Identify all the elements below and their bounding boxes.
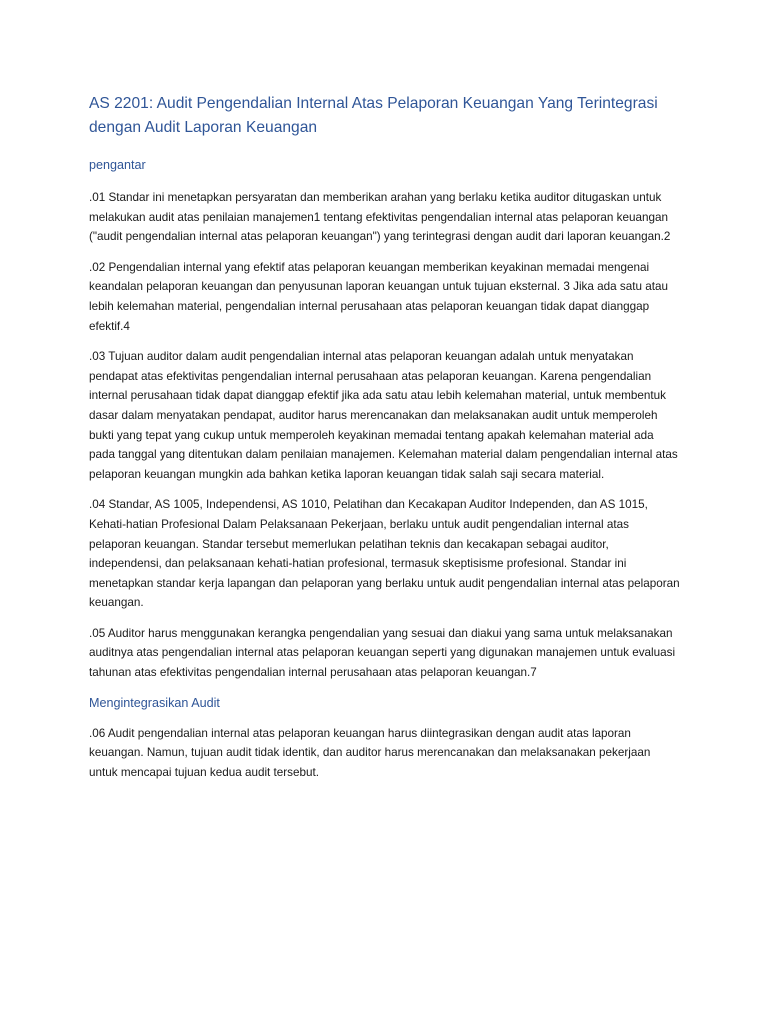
paragraph-04: .04 Standar, AS 1005, Independensi, AS 1010, Pelatihan dan Kecakapan Auditor Independen, dan AS 1015, Kehati-hatian Profesional Dalam Pelaksanaan Pekerjaan, berlaku untuk audit pengendalian internal atas pelaporan keuangan. Standar tersebut memerlukan pelatihan teknis dan kecakapan sebagai auditor, independensi, dan pelaksanaan kehati-hatian profesional, termasuk skeptisisme profesional. Standar ini menetapkan standar kerja lapangan dan pelaporan yang berlaku untuk audit pengendalian internal atas pelaporan keuangan. bbox=[89, 498, 680, 610]
paragraph-05: .05 Auditor harus menggunakan kerangka pengendalian yang sesuai dan diakui yang sama untuk melaksanakan auditnya atas pengendalian internal atas pelaporan keuangan seperti yang digunakan manajemen untuk evaluasi tahunan atas efektivitas pengendalian internal perusahaan atas pelaporan keuangan.7 bbox=[89, 626, 676, 680]
section-heading-pengantar: pengantar bbox=[89, 158, 146, 172]
paragraph-06: .06 Audit pengendalian internal atas pelaporan keuangan harus diintegrasikan dengan audit atas laporan keuangan. Namun, tujuan audit tidak identik, dan auditor harus merencanakan dan melaksanakan pekerjaan untuk mencapai tujuan kedua audit tersebut. bbox=[89, 726, 651, 779]
paragraph-01: .01 Standar ini menetapkan persyaratan dan memberikan arahan yang berlaku ketika auditor ditugaskan untuk melakukan audit atas penilaian manajemen1 tentang efektivitas pengendalian internal atas pelaporan keuangan ("audit pengendalian internal atas pelaporan keuangan") yang terintegrasi dengan audit dari laporan keuangan.2 bbox=[89, 191, 671, 244]
document-title: AS 2201: Audit Pengendalian Internal Atas Pelaporan Keuangan Yang Terintegrasi dengan Audit Laporan Keuangan bbox=[89, 95, 658, 136]
paragraph-03: .03 Tujuan auditor dalam audit pengendalian internal atas pelaporan keuangan adalah untuk menyatakan pendapat atas efektivitas pengendalian internal perusahaan atas pelaporan keuangan. Karena pengendalian internal perusahaan tidak dapat dianggap efektif jika ada satu atau lebih kelemahan material, untuk membentuk dasar dalam menyatakan pendapat, auditor harus merencanakan dan melaksanakan audit untuk memperoleh bukti yang tepat yang cukup untuk memperoleh keyakinan memadai tentang apakah kelemahan material ada pada tanggal yang ditentukan dalam penilaian manajemen. Kelemahan material dalam pengendalian internal atas pelaporan keuangan mungkin ada bahkan ketika laporan keuangan tidak salah saji secara material. bbox=[89, 350, 678, 481]
section-heading-mengintegrasikan-audit: Mengintegrasikan Audit bbox=[89, 695, 220, 710]
paragraph-02: .02 Pengendalian internal yang efektif atas pelaporan keuangan memberikan keyakinan memadai mengenai keandalan pelaporan keuangan dan penyusunan laporan keuangan untuk tujuan eksternal. 3 Jika ada satu atau lebih kelemahan material, pengendalian internal perusahaan atas pelaporan keuangan tidak dapat dianggap efektif.4 bbox=[89, 260, 668, 333]
